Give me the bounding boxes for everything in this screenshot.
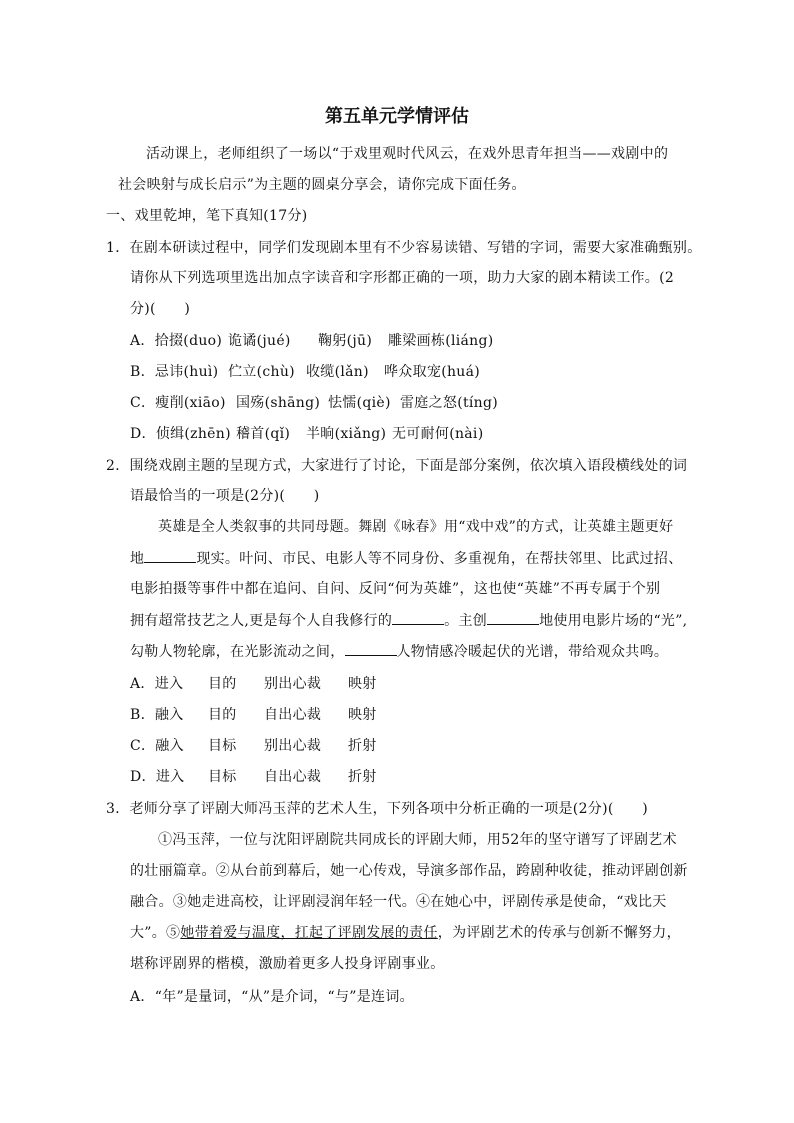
q1-option-a — [130, 331, 494, 351]
q2-passage-line-4 — [130, 610, 687, 631]
q1-d-3: 半晌(xiǎng) — [306, 426, 387, 442]
q3-text-4a: 大”。⑤ — [130, 925, 181, 941]
q2-passage-line-1: 英雄是全人类叙事的共同母题。舞剧《咏春》用“戏中戏”的方式，让英雄主题更好 — [158, 519, 674, 535]
q2-c-3: 别出心裁 — [264, 738, 322, 754]
q2-b-2: 目的 — [208, 707, 237, 723]
q2-d-4: 折射 — [348, 769, 377, 785]
page-title: 第五单元学情评估 — [325, 106, 469, 127]
answer-blank-2 — [392, 610, 444, 625]
q3-passage-line-1: ①冯玉萍，一位与沈阳评剧院共同成长的评剧大师，用52年的坚守谱写了评剧艺术 — [158, 832, 677, 848]
q1-line-1: 1．在剧本研读过程中，同学们发现剧本里有不少容易读错、写错的字词，需要大家准确甄别。 — [106, 240, 702, 256]
answer-blank-1 — [144, 548, 196, 563]
q1-c-3: 怯懦(qiè) — [328, 395, 391, 411]
q1-c-4: 雷庭之怒(tíng) — [400, 395, 499, 411]
q3-passage-line-5: 堪称评剧界的楷模，激励着更多人投身评剧事业。 — [130, 956, 445, 972]
q2-option-c — [130, 736, 377, 756]
q3-option-a: A．“年”是量词，“从”是介词，“与”是连词。 — [130, 989, 414, 1005]
q2-text-4c: 地使用电影片场的“光”, — [539, 613, 688, 629]
q3-passage-line-4 — [130, 923, 681, 943]
q1-b-2: 伫立(chù) — [228, 364, 295, 380]
q2-option-a — [130, 674, 377, 694]
q2-text-5a: 勾勒人物轮廓，在光影流动之间， — [130, 644, 345, 660]
q2-a-3: 别出心裁 — [264, 676, 322, 692]
q2-passage-line-5 — [130, 641, 668, 662]
q2-b-4: 映射 — [348, 707, 377, 723]
q1-option-d — [130, 424, 483, 444]
q3-line-1: 3．老师分享了评剧大师冯玉萍的艺术人生，下列各项中分析正确的一项是(2分)( ) — [106, 801, 648, 817]
q1-option-b — [130, 362, 480, 382]
q2-passage-line-2 — [130, 548, 683, 569]
answer-blank-3 — [487, 610, 539, 625]
q2-line-2: 语最恰当的一项是(2分)( ) — [130, 488, 320, 504]
q2-b-1: B．融入 — [130, 707, 184, 723]
q2-line-1: 2．围绕戏剧主题的呈现方式，大家进行了讨论，下面是部分案例，依次填入语段横线处的词 — [106, 458, 688, 474]
q2-d-1: D．进入 — [130, 769, 185, 785]
q1-c-2: 国殇(shāng) — [236, 395, 321, 411]
q2-passage-line-3: 电影拍摄等事件中都在追问、自问、反问“何为英雄”，这也使“英雄”不再专属于个别 — [130, 581, 661, 597]
q2-text-5b: 人物情感冷暖起伏的光谱，带给观众共鸣。 — [396, 644, 669, 660]
q1-a-3: 鞠躬(jū) — [318, 333, 373, 349]
q2-c-1: C．融入 — [130, 738, 184, 754]
q2-option-b — [130, 705, 377, 725]
q2-a-1: A．进入 — [130, 676, 184, 692]
intro-line-1: 活动课上，老师组织了一场以“于戏里观时代风云，在戏外思青年担当——戏剧中的 — [146, 146, 669, 162]
q1-a-2: 诡谲(jué) — [228, 333, 291, 349]
q2-d-2: 目标 — [208, 769, 237, 785]
q1-b-3: 收缆(lǎn) — [306, 364, 369, 380]
q2-a-4: 映射 — [348, 676, 377, 692]
q1-b-1: B．忌讳(huì) — [130, 364, 219, 380]
q2-option-d — [130, 767, 377, 787]
q2-b-3: 自出心裁 — [264, 707, 322, 723]
q2-text-2a: 地 — [130, 551, 145, 567]
q1-d-1: D．侦缉(zhēn) — [130, 426, 231, 442]
q1-option-c — [130, 393, 498, 413]
q2-text-4b: 。主创 — [444, 613, 488, 629]
q3-passage-line-2: 的壮丽篇章。②从台前到幕后，她一心传戏，导演多部作品，跨剧种收徒，推动评剧创新 — [130, 863, 688, 879]
q2-text-2b: 现实。叶问、市民、电影人等不同身份、多重视角，在帮扶邻里、比武过招、 — [196, 551, 683, 567]
intro-line-2: 社会映射与成长启示”为主题的圆桌分享会，请你完成下面任务。 — [118, 177, 526, 193]
section-heading: 一、戏里乾坤，笔下真知(17分) — [106, 208, 308, 224]
q3-text-4b: ，为评剧艺术的传承与创新不懈努力， — [437, 925, 681, 941]
q3-underlined-sentence: 她带着爱与温度，扛起了评剧发展的责任 — [180, 925, 438, 941]
q1-a-4: 雕梁画栋(liáng) — [388, 333, 494, 349]
q1-b-4: 哗众取宠(huá) — [384, 364, 481, 380]
q3-passage-line-3: 融合。③她走进高校，让评剧浸润年轻一代。④在她心中，评剧传承是使命，“戏比天 — [130, 894, 667, 910]
q1-line-2: 请你从下列选项里选出加点字读音和字形都正确的一项，助力大家的剧本精读工作。(2 — [130, 270, 675, 286]
q1-a-1: A．拾掇(duo) — [130, 333, 223, 349]
q1-line-3: 分)( ) — [130, 301, 191, 317]
q2-a-2: 目的 — [208, 676, 237, 692]
q2-d-3: 自出心裁 — [264, 769, 322, 785]
q2-c-2: 目标 — [208, 738, 237, 754]
q2-c-4: 折射 — [348, 738, 377, 754]
q1-d-2: 稽首(qǐ) — [236, 426, 291, 442]
q1-c-1: C．瘦削(xiāo) — [130, 395, 226, 411]
q1-d-4: 无可耐何(nài) — [392, 426, 484, 442]
answer-blank-4 — [345, 641, 397, 656]
q2-text-4a: 拥有超常技艺之人,更是每个人自我修行的 — [130, 613, 393, 629]
